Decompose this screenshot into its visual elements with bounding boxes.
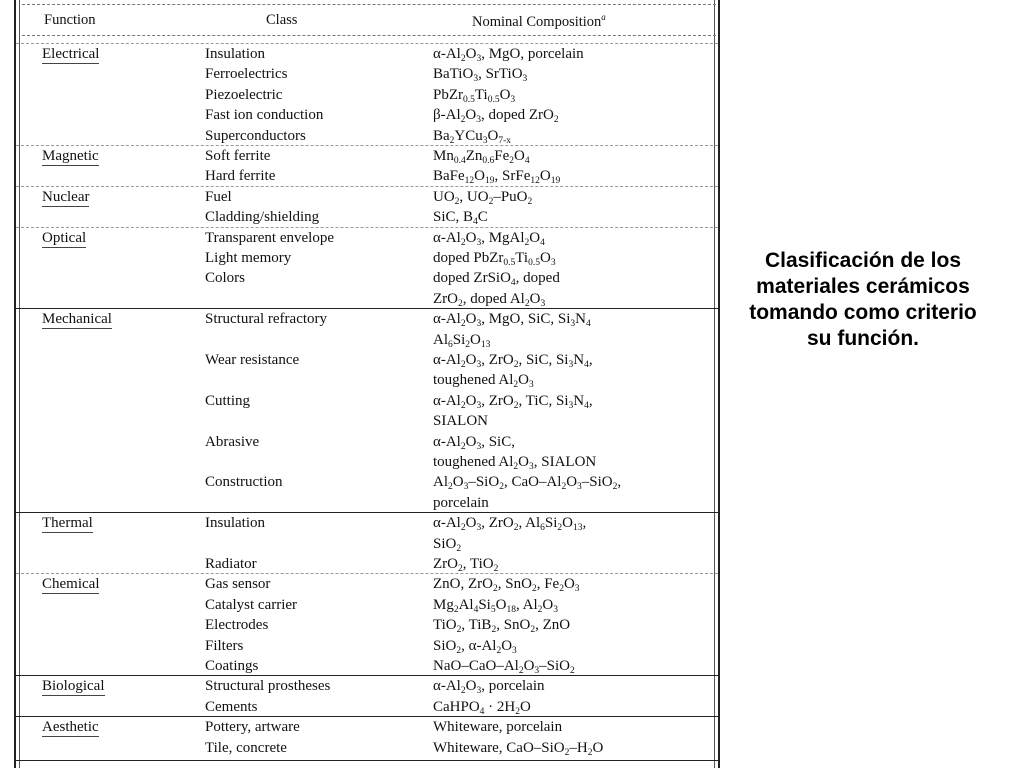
cell-composition: SiO$_2$, $\alpha-Al_2O_3$ bbox=[433, 637, 517, 656]
table-header bbox=[22, 4, 716, 36]
cell-composition: porcelain bbox=[433, 494, 489, 511]
cell-class: Hard ferrite bbox=[205, 168, 276, 185]
cell-composition: $UO_2$, $UO_2-PuO_2$ bbox=[433, 188, 533, 207]
table-row bbox=[0, 248, 720, 268]
cell-composition: doped ZrSiO$_4$, doped bbox=[433, 270, 560, 289]
cell-function: Chemical bbox=[42, 576, 100, 593]
cell-class: Fuel bbox=[205, 188, 232, 205]
table-row bbox=[0, 595, 720, 615]
table-row bbox=[0, 697, 720, 717]
cell-composition: SIALON bbox=[433, 413, 488, 430]
slide-caption: Clasificación de los materiales cerámicos tomando como criterio su función. bbox=[749, 249, 977, 350]
table-row bbox=[0, 187, 720, 207]
table-row bbox=[0, 228, 720, 248]
cell-function: Biological bbox=[42, 678, 105, 695]
cell-composition: SiC, $B_4C$ bbox=[433, 209, 488, 228]
cell-class: Abrasive bbox=[205, 433, 260, 450]
table-row bbox=[0, 452, 720, 472]
cell-composition: $\alpha-Al_2O_3$, $MgAl_2O_4$ bbox=[433, 229, 545, 248]
cell-composition: $Al_6Si_2O_{13}$ bbox=[433, 331, 491, 350]
cell-function: Nuclear bbox=[42, 188, 90, 205]
cell-class: Filters bbox=[205, 637, 244, 654]
cell-class: Structural prostheses bbox=[205, 678, 331, 695]
cell-composition: doped $PbZr_{0.5}Ti_{0.5}O_3$ bbox=[433, 250, 556, 268]
table-row bbox=[0, 493, 720, 513]
cell-composition: $\alpha-Al_2O_3$, porcelain bbox=[433, 678, 545, 697]
cell-class: Pottery, artware bbox=[205, 719, 300, 736]
header-function: Function bbox=[44, 12, 96, 28]
table-row bbox=[0, 207, 720, 227]
cell-class: Cutting bbox=[205, 392, 251, 409]
table-row bbox=[0, 166, 720, 186]
cell-composition: $\beta-Al_2O_3$, doped ZrO$_2$ bbox=[433, 107, 559, 126]
table-row bbox=[0, 330, 720, 350]
table-row bbox=[0, 105, 720, 125]
cell-class: Structural refractory bbox=[205, 311, 328, 328]
cell-composition: $PbZr_{0.5}Ti_{0.5}O_3$ bbox=[433, 86, 516, 105]
cell-composition: $\alpha-Al_2O_3$, MgO, SiC, $Si_3N_4$ bbox=[433, 311, 591, 330]
table-row bbox=[0, 738, 720, 758]
cell-composition: $\alpha-Al_2O_3$, SiC, bbox=[433, 433, 515, 452]
table-row bbox=[0, 146, 720, 166]
table-row bbox=[0, 370, 720, 390]
cell-class: Tile, concrete bbox=[205, 739, 287, 756]
cell-class: Colors bbox=[205, 270, 246, 287]
cell-class: Soft ferrite bbox=[205, 148, 271, 164]
cell-composition: NaO–$CaO-Al_2O_3-SiO_2$ bbox=[433, 658, 575, 676]
cell-composition: Whiteware, CaO–$SiO_2-H_2O$ bbox=[433, 739, 604, 758]
table-row bbox=[0, 656, 720, 676]
cell-function: Aesthetic bbox=[42, 719, 99, 736]
cell-function: Electrical bbox=[42, 46, 100, 62]
cell-class: Cladding/shielding bbox=[205, 209, 320, 226]
cell-class: Fast ion conduction bbox=[205, 107, 324, 124]
cell-composition: $Mg_2Al_4Si_5O_{18}$, $Al_2O_3$ bbox=[433, 596, 558, 615]
cell-composition: toughened $Al_2O_3$ bbox=[433, 372, 534, 391]
table-row bbox=[0, 717, 720, 737]
cell-composition: $Al_2O_3-SiO_2$, CaO–$Al_2O_3-SiO_2$, bbox=[433, 474, 622, 493]
table-row bbox=[0, 411, 720, 431]
cell-composition: $\alpha-Al_2O_3$, ZrO$_2$, TiC, $Si_3N_4$, bbox=[433, 392, 593, 411]
table-row bbox=[0, 574, 720, 594]
table-row bbox=[0, 289, 720, 309]
cell-class: Transparent envelope bbox=[205, 229, 334, 246]
cell-composition: $\alpha-Al_2O_3$, MgO, porcelain bbox=[433, 46, 584, 64]
table-row bbox=[0, 472, 720, 492]
table-row bbox=[0, 513, 720, 533]
header-class: Class bbox=[266, 12, 298, 28]
cell-composition: $BaFe_{12}O_{19}$, $SrFe_{12}O_{19}$ bbox=[433, 168, 561, 187]
table-row bbox=[0, 85, 720, 105]
cell-class: Superconductors bbox=[205, 127, 306, 144]
table-row bbox=[0, 268, 720, 288]
cell-composition: ZnO, ZrO$_2$, SnO$_2$, $Fe_2O_3$ bbox=[433, 576, 580, 595]
cell-class: Wear resistance bbox=[205, 352, 300, 368]
cell-function: Optical bbox=[42, 229, 87, 246]
cell-composition: $\alpha-Al_2O_3$, ZrO$_2$, SiC, $Si_3N_4$, bbox=[433, 352, 593, 370]
cell-composition: $\alpha-Al_2O_3$, ZrO$_2$, $Al_6Si_2O_{13}$, bbox=[433, 515, 587, 534]
table-row bbox=[0, 534, 720, 554]
table-row bbox=[0, 615, 720, 635]
table-row bbox=[0, 350, 720, 370]
table-row bbox=[0, 64, 720, 84]
cell-function: Magnetic bbox=[42, 148, 99, 164]
cell-function: Mechanical bbox=[42, 311, 112, 328]
cell-class: Light memory bbox=[205, 250, 292, 266]
table-row bbox=[0, 432, 720, 452]
cell-class: Insulation bbox=[205, 515, 265, 532]
header-footnote-mark: a bbox=[601, 12, 606, 22]
table-row bbox=[0, 636, 720, 656]
cell-function: Thermal bbox=[42, 515, 93, 532]
table-row bbox=[0, 554, 720, 574]
cell-class: Piezoelectric bbox=[205, 86, 283, 103]
cell-composition: toughened $Al_2O_3$, SIALON bbox=[433, 454, 597, 472]
table-bottom-rule bbox=[16, 760, 718, 761]
cell-composition: ZrO$_2$, TiO$_2$ bbox=[433, 556, 499, 574]
cell-class: Gas sensor bbox=[205, 576, 271, 593]
cell-class: Insulation bbox=[205, 46, 265, 62]
table-row bbox=[0, 676, 720, 696]
cell-class: Electrodes bbox=[205, 617, 269, 634]
cell-composition: CaHPO$_4$ · $2H_2O$ bbox=[433, 698, 531, 717]
cell-composition: SiO$_2$ bbox=[433, 535, 462, 554]
cell-class: Catalyst carrier bbox=[205, 596, 298, 613]
cell-class: Cements bbox=[205, 698, 258, 715]
cell-composition: $Mn_{0.4}Zn_{0.6}Fe_2O_4$ bbox=[433, 148, 530, 166]
cell-class: Coatings bbox=[205, 658, 259, 674]
cell-class: Radiator bbox=[205, 556, 257, 572]
cell-composition: ZrO$_2$, doped $Al_2O_3$ bbox=[433, 290, 546, 309]
cell-composition: Whiteware, porcelain bbox=[433, 719, 563, 736]
table-row bbox=[0, 309, 720, 329]
cell-composition: $Ba_2YCu_3O_{7-x}$ bbox=[433, 127, 512, 146]
cell-composition: BaTiO$_3$, SrTiO$_3$ bbox=[433, 66, 528, 85]
cell-class: Construction bbox=[205, 474, 283, 491]
header-composition: Nominal Composition$^a$ bbox=[472, 12, 606, 30]
table-row bbox=[0, 391, 720, 411]
cell-class: Ferroelectrics bbox=[205, 66, 288, 83]
cell-composition: TiO$_2$, TiB$_2$, SnO$_2$, ZnO bbox=[433, 617, 571, 636]
table-row bbox=[0, 44, 720, 64]
table-row bbox=[0, 126, 720, 146]
